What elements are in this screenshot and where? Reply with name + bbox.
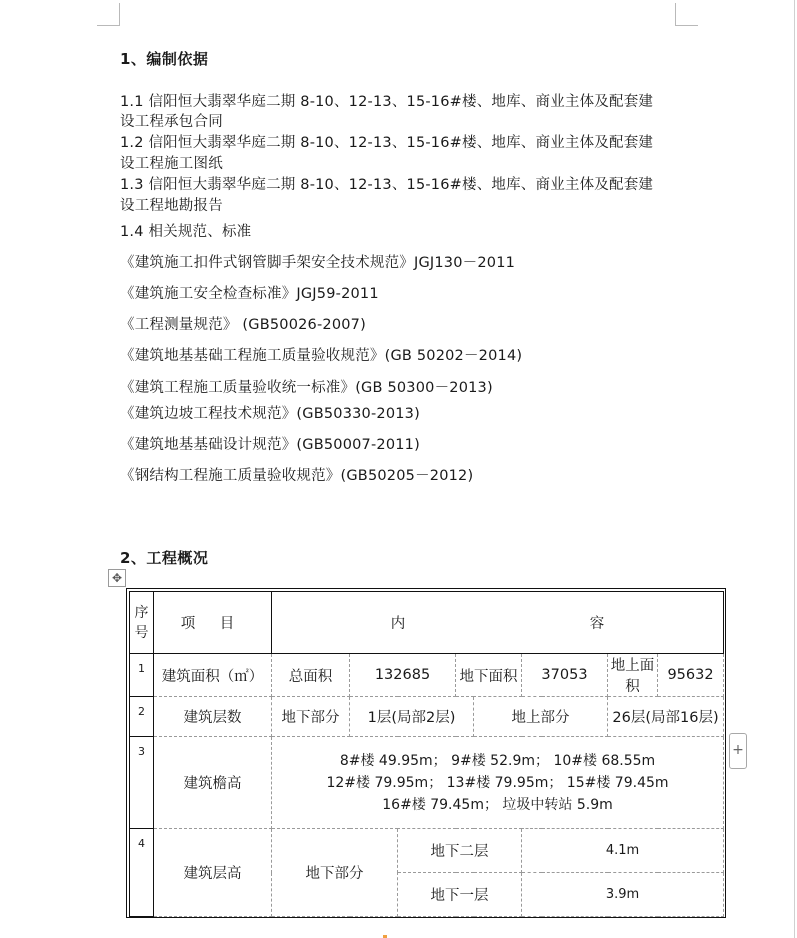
cell-item: 建筑层数	[154, 697, 272, 737]
standard-item: 《建筑施工安全检查标准》JGJ59-2011	[120, 286, 379, 302]
table-row	[130, 654, 724, 697]
eave-line: 16#楼 79.45m； 垃圾中转站 5.9m	[382, 796, 613, 813]
cell-value: 1层(局部2层)	[350, 697, 474, 737]
row-number: 4	[130, 829, 154, 917]
text-line: 1.1 信阳恒大翡翠华庭二期 8-10、12-13、15-16#楼、地库、商业主体及配套建	[120, 94, 654, 110]
row-number: 3	[130, 737, 154, 829]
table-row	[130, 592, 724, 654]
standard-item: 《建筑地基基础工程施工质量验收规范》(GB 50202－2014)	[120, 348, 523, 364]
eave-line: 12#楼 79.95m； 13#楼 79.95m； 15#楼 79.45m	[326, 774, 669, 791]
page-corner-mark-top-right	[675, 3, 698, 26]
text-line: 1.2 信阳恒大翡翠华庭二期 8-10、12-13、15-16#楼、地库、商业主体及配套建	[120, 135, 654, 151]
cell-value: 4.1m	[522, 829, 724, 873]
row-number: 1	[130, 654, 154, 697]
cell-label: 总面积	[272, 654, 350, 697]
text-line: 设工程地勘报告	[120, 198, 223, 214]
section-heading-basis: 1、编制依据	[120, 50, 209, 68]
cell-item: 建筑檐高	[154, 737, 272, 829]
table-row	[130, 829, 724, 873]
cell-value: 95632	[658, 654, 724, 697]
page-corner-mark-top-left	[97, 3, 120, 26]
cell-label: 地下二层	[398, 829, 522, 873]
section-heading-overview: 2、工程概况	[120, 549, 209, 567]
cell-label: 地下面积	[456, 654, 522, 697]
text-line: 1.3 信阳恒大翡翠华庭二期 8-10、12-13、15-16#楼、地库、商业主体及配套建	[120, 177, 654, 193]
cell-label: 地下部分	[272, 697, 350, 737]
cell-value: 26层(局部16层)	[608, 697, 724, 737]
header-seq: 序号	[130, 592, 154, 654]
text-line: 1.4 相关规范、标准	[120, 224, 252, 240]
eave-line: 8#楼 49.95m； 9#楼 52.9m； 10#楼 68.55m	[339, 752, 656, 769]
cell-value: 3.9m	[522, 873, 724, 917]
standard-item: 《建筑边坡工程技术规范》(GB50330-2013)	[120, 406, 420, 422]
standard-item: 《建筑工程施工质量验收统一标准》(GB 50300－2013)	[120, 380, 493, 396]
cell-item: 建筑面积（㎡）	[154, 654, 272, 697]
standard-item: 《建筑施工扣件式钢管脚手架安全技术规范》JGJ130－2011	[120, 255, 516, 271]
cell-value: 132685	[350, 654, 456, 697]
cell-label: 地上面积	[608, 654, 658, 697]
cell-label: 地下部分	[272, 829, 398, 917]
table-row	[130, 697, 724, 737]
cell-label: 地下一层	[398, 873, 522, 917]
row-number: 2	[130, 697, 154, 737]
standard-item: 《工程测量规范》 (GB50026-2007)	[120, 317, 366, 333]
add-column-button[interactable]: +	[729, 733, 747, 769]
text-line: 设工程承包合同	[120, 114, 223, 130]
cell-eave-heights	[272, 737, 724, 829]
project-overview-table	[129, 591, 724, 917]
header-item: 项 目	[154, 592, 272, 654]
text-line: 设工程施工图纸	[120, 156, 223, 172]
standard-item: 《建筑地基基础设计规范》(GB50007-2011)	[120, 437, 420, 453]
header-content: 内 容	[272, 592, 724, 654]
cell-value: 37053	[522, 654, 608, 697]
table-row	[130, 737, 724, 829]
standard-item: 《钢结构工程施工质量验收规范》(GB50205－2012)	[120, 468, 474, 484]
table-move-icon[interactable]: ✥	[108, 569, 126, 587]
page-edge	[794, 0, 795, 938]
cell-item: 建筑层高	[154, 829, 272, 917]
cell-label: 地上部分	[474, 697, 608, 737]
